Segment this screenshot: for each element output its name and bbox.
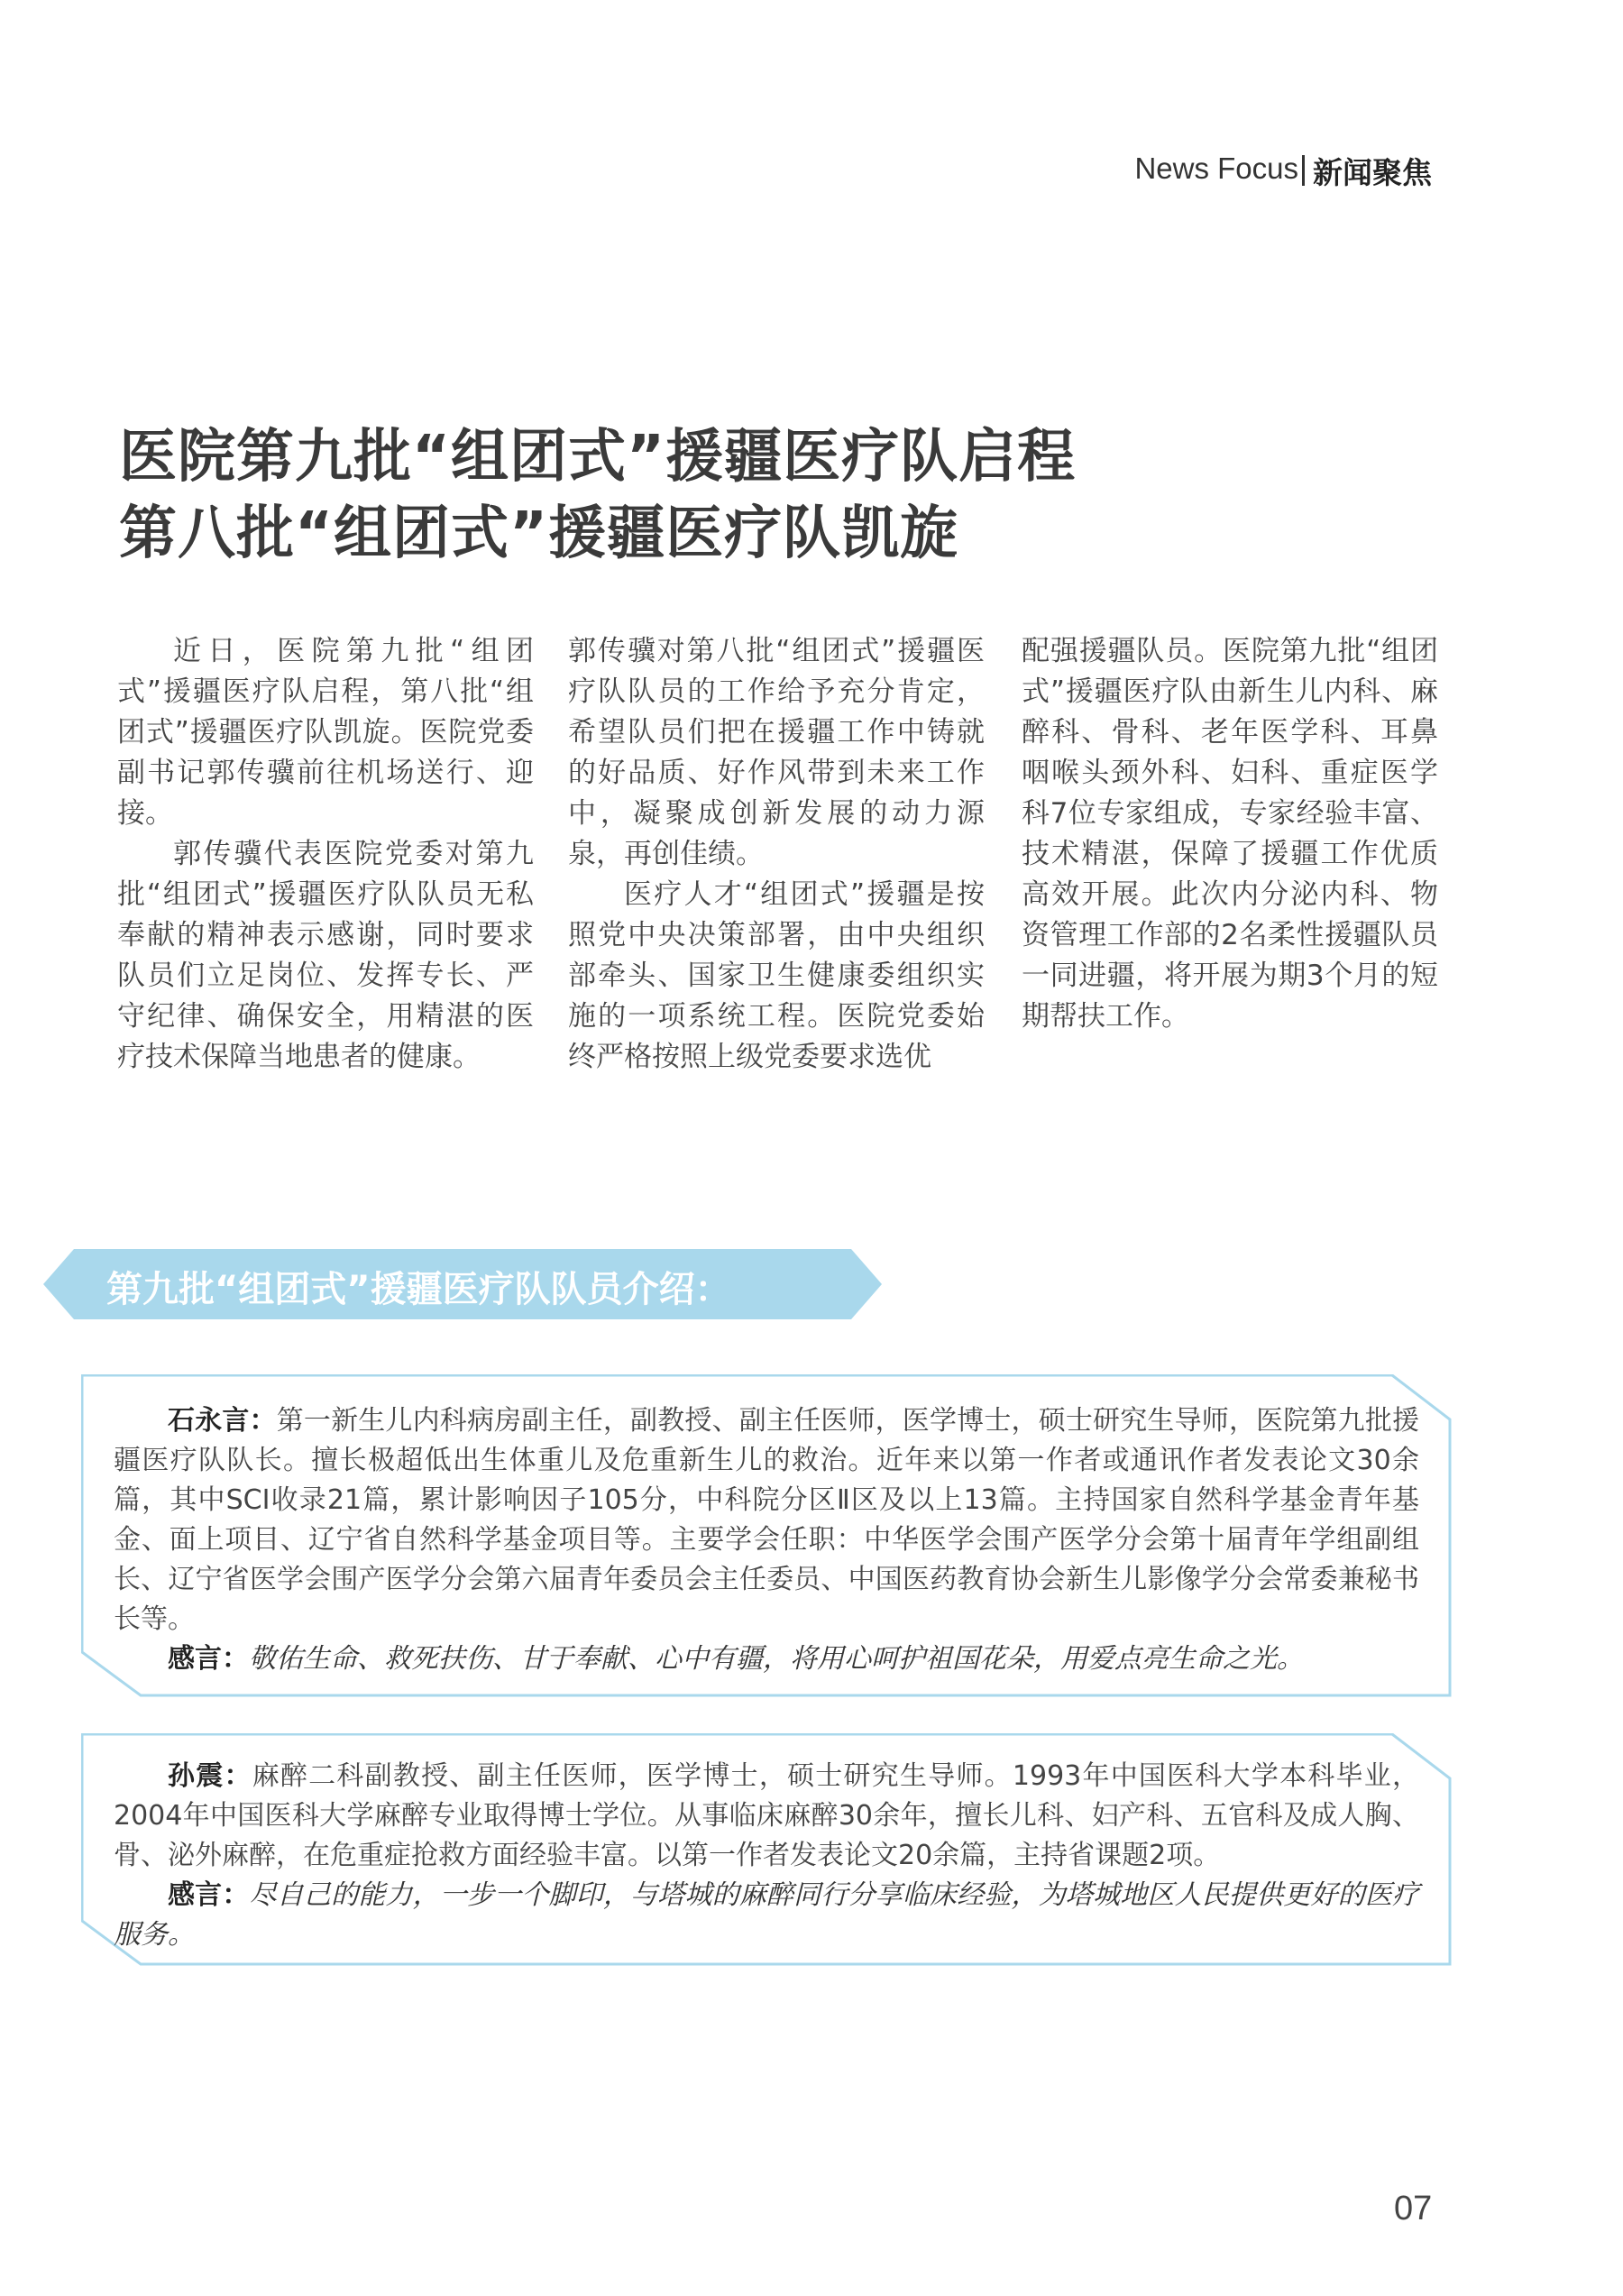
member-card-body bbox=[114, 1757, 1419, 1955]
article-column-2 bbox=[568, 631, 985, 1078]
quote-label: 感言： bbox=[168, 1643, 249, 1675]
member-bio bbox=[114, 1401, 1419, 1639]
article-paragraph: 近日，医院第九批“组团式”援疆医疗队启程，第八批“组团式”援疆医疗队凯旋。医院党委副书记郭传骥前往机场送行、迎接。 bbox=[117, 635, 534, 830]
quote-text: 敬佑生命、救死扶伤、甘于奉献、心中有疆，将用心呵护祖国花朵，用爱点亮生命之光。 bbox=[249, 1643, 1304, 1675]
article-paragraph: 郭传骥代表医院党委对第九批“组团式”援疆医疗队队员无私奉献的精神表示感谢，同时要求队员们立足岗位、发挥专长、严守纪律、确保安全，用精湛的医疗技术保障当地患者的健康。 bbox=[117, 838, 534, 1073]
member-name: 石永言： bbox=[168, 1405, 277, 1437]
member-quote bbox=[114, 1639, 1419, 1679]
article-paragraph: 配强援疆队员。医院第九批“组团式”援疆医疗队由新生儿内科、麻醉科、骨科、老年医学科、耳鼻咽喉头颈外科、妇科、重症医学科7位专家组成，专家经验丰富、技术精湛，保障了援疆工作优质高效开展。此次内分泌内科、物资管理工作部的2名柔性援疆队员一同进疆，将开展为期3个月的短期帮扶工作。 bbox=[1022, 635, 1438, 1033]
article-title-line1: 医院第九批“组团式”援疆医疗队启程 bbox=[119, 424, 1077, 491]
article-column-1 bbox=[117, 631, 534, 1078]
member-quote bbox=[114, 1876, 1419, 1955]
quote-label: 感言： bbox=[168, 1879, 250, 1911]
quote-text: 尽自己的能力，一步一个脚印，与塔城的麻醉同行分享临床经验，为塔城地区人民提供更好的医疗服务。 bbox=[114, 1879, 1420, 1951]
member-bio bbox=[114, 1757, 1419, 1876]
header-divider bbox=[1302, 155, 1305, 186]
header-section-en: News Focus bbox=[1134, 152, 1298, 185]
member-card-body bbox=[114, 1401, 1419, 1679]
section-banner-title: 第九批“组团式”援疆医疗队队员介绍： bbox=[106, 1269, 731, 1310]
article-paragraph: 郭传骥对第八批“组团式”援疆医疗队队员的工作给予充分肯定，希望队员们把在援疆工作中铸就的好品质、好作风带到未来工作中，凝聚成创新发展的动力源泉，再创佳绩。 bbox=[568, 635, 985, 870]
article-title-line2: 第八批“组团式”援疆医疗队凯旋 bbox=[119, 501, 959, 567]
article-paragraph: 医疗人才“组团式”援疆是按照党中央决策部署，由中央组织部牵头、国家卫生健康委组织实施的一项系统工程。医院党委始终严格按照上级党委要求选优 bbox=[568, 878, 985, 1073]
member-card bbox=[81, 1733, 1452, 1966]
member-bio-text: 第一新生儿内科病房副主任，副教授、副主任医师，医学博士，硕士研究生导师，医院第九批援疆医疗队队长。擅长极超低出生体重儿及危重新生儿的救治。近年来以第一作者或通讯作者发表论文30余篇，其中SCI收录21篇，累计影响因子105分，中科院分区Ⅱ区及以上13篇。主持国家自然科学基金青年基金、面上项目、辽宁省自然科学基金项目等。主要学会任职：中华医学会围产医学分会第十届青年学组副组长、辽宁省医学会围产医学分会第六届青年委员会主任委员、中国医药教育协会新生儿影像学分会常委兼秘书长等。 bbox=[114, 1405, 1420, 1635]
header-section-cn: 新闻聚焦 bbox=[1313, 155, 1432, 190]
page-number: 07 bbox=[1394, 2190, 1433, 2227]
article-column-3 bbox=[1022, 631, 1438, 1037]
section-banner bbox=[43, 1249, 882, 1319]
member-bio-text: 麻醉二科副教授、副主任医师，医学博士，硕士研究生导师。1993年中国医科大学本科毕业，2004年中国医科大学麻醉专业取得博士学位。从事临床麻醉30余年，擅长儿科、妇产科、五官科及成人胸、骨、泌外麻醉，在危重症抢救方面经验丰富。以第一作者发表论文20余篇，主持省课题2项。 bbox=[114, 1760, 1420, 1871]
member-name: 孙震： bbox=[168, 1760, 252, 1792]
member-card bbox=[81, 1374, 1452, 1697]
